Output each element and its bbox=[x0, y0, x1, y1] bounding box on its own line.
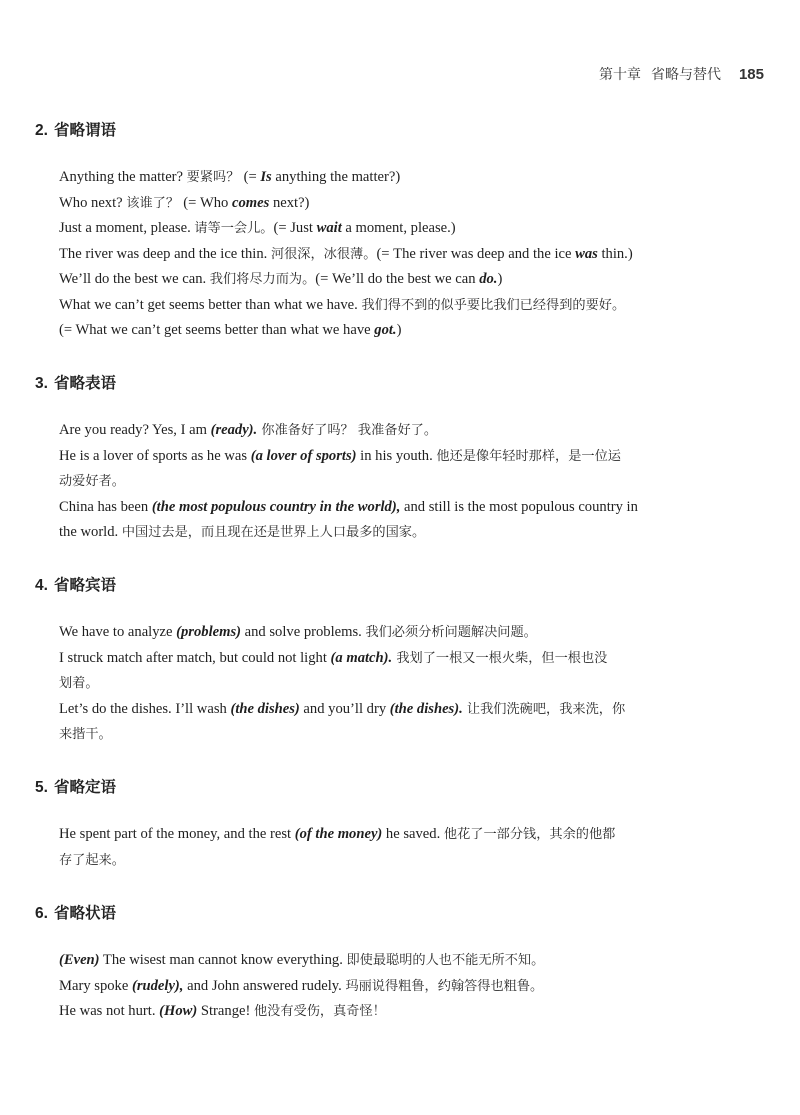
chapter-title: 省略与替代 bbox=[650, 67, 721, 83]
example-line bbox=[59, 293, 729, 319]
english-text: and you’ll dry bbox=[299, 700, 390, 717]
emphasis-text: (the most populous country in the world), bbox=[151, 498, 401, 515]
english-text: (= bbox=[243, 169, 261, 185]
chinese-translation: 你准备好了吗？ 我准备好了。 bbox=[257, 423, 438, 438]
chinese-translation: 玛丽说得粗鲁，约翰答得也粗鲁。 bbox=[345, 978, 544, 994]
emphasis-text: got. bbox=[374, 322, 397, 338]
section-heading bbox=[35, 573, 116, 595]
english-text: He spent part of the money, and the rest bbox=[59, 826, 295, 842]
emphasis-text: comes bbox=[232, 194, 270, 211]
section-number: 6. bbox=[35, 905, 48, 922]
example-line bbox=[59, 267, 729, 293]
example-line bbox=[59, 444, 729, 470]
chinese-translation: 即使最聪明的人也不能无所不知。 bbox=[346, 953, 545, 968]
example-line bbox=[59, 216, 729, 242]
section-heading bbox=[35, 118, 116, 140]
example-list bbox=[59, 165, 729, 344]
example-line bbox=[59, 697, 729, 723]
section-number: 3. bbox=[35, 375, 48, 392]
section-title: 省略谓语 bbox=[53, 121, 116, 139]
section-number: 4. bbox=[35, 577, 48, 594]
english-text: and John answered rudely. bbox=[183, 977, 346, 994]
example-line bbox=[59, 469, 729, 495]
chinese-translation: 划着。 bbox=[59, 676, 99, 691]
english-text: Mary spoke bbox=[59, 977, 132, 994]
english-text: He is a lover of sports as he was bbox=[59, 447, 251, 464]
chinese-translation: 我们必须分析问题解决问题。 bbox=[365, 625, 537, 640]
emphasis-text: (ready). bbox=[210, 422, 258, 438]
english-text: and solve problems. bbox=[241, 624, 366, 640]
english-text: The wisest man cannot know everything. bbox=[99, 952, 347, 968]
example-line bbox=[59, 722, 729, 748]
english-text: The river was deep and the ice thin. bbox=[59, 245, 271, 262]
page-number: 185 bbox=[738, 66, 764, 83]
example-line bbox=[59, 822, 729, 848]
emphasis-text: (a lover of sports) bbox=[250, 447, 357, 464]
chinese-translation: 他还是像年轻时那样，是一位运 bbox=[436, 448, 621, 464]
english-text: (= Just bbox=[273, 220, 317, 236]
english-text: ) bbox=[396, 322, 402, 338]
example-line bbox=[59, 974, 729, 1000]
english-text: (= We’ll do the best we can bbox=[315, 271, 480, 287]
example-line bbox=[59, 495, 729, 521]
example-line bbox=[59, 671, 729, 697]
chinese-translation: 我划了一根又一根火柴，但一根也没 bbox=[392, 650, 608, 666]
english-text: he saved. bbox=[382, 826, 444, 842]
english-text: thin.) bbox=[597, 245, 633, 262]
english-text: We have to analyze bbox=[59, 624, 177, 640]
example-line bbox=[59, 646, 729, 672]
english-text: ) bbox=[497, 271, 503, 287]
english-text: Anything the matter? bbox=[59, 169, 187, 185]
chinese-translation: 他没有受伤，真奇怪！ bbox=[253, 1004, 386, 1019]
chinese-translation: 我们得不到的似乎要比我们已经得到的要好。 bbox=[361, 297, 626, 313]
english-text: Who next? bbox=[59, 194, 127, 211]
example-line bbox=[59, 520, 729, 546]
chinese-translation: 该谁了？ bbox=[126, 195, 184, 211]
english-text: I struck match after match, but could not light bbox=[59, 649, 331, 666]
english-text: Are you ready? Yes, I am bbox=[59, 422, 211, 438]
english-text: and still is the most populous country in bbox=[400, 498, 638, 515]
english-text: He was not hurt. bbox=[59, 1003, 160, 1019]
chinese-translation: 我们将尽力而为。 bbox=[209, 272, 316, 287]
section-title: 省略宾语 bbox=[53, 576, 116, 594]
emphasis-text: Is bbox=[260, 169, 272, 185]
english-text: Just a moment, please. bbox=[59, 220, 195, 236]
section-number: 5. bbox=[35, 779, 48, 796]
section-title: 省略定语 bbox=[53, 778, 116, 796]
chinese-translation: 请等一会儿。 bbox=[194, 221, 274, 236]
example-list bbox=[59, 822, 729, 873]
chinese-translation: 要紧吗？ bbox=[186, 170, 244, 185]
chinese-translation: 来揩干。 bbox=[59, 727, 112, 742]
english-text: We’ll do the best we can. bbox=[59, 271, 210, 287]
emphasis-text: (of the money) bbox=[294, 826, 383, 842]
english-text: Strange! bbox=[197, 1003, 254, 1019]
example-line bbox=[59, 318, 729, 344]
example-line bbox=[59, 191, 729, 217]
emphasis-text: (a match). bbox=[330, 649, 393, 666]
emphasis-text: do. bbox=[479, 271, 498, 287]
chinese-translation: 他花了一部分钱，其余的他都 bbox=[443, 827, 616, 842]
section-heading bbox=[35, 901, 116, 923]
english-text: anything the matter?) bbox=[271, 169, 401, 185]
example-line bbox=[59, 418, 729, 444]
example-line bbox=[59, 165, 729, 191]
emphasis-text: (the dishes). bbox=[389, 700, 463, 717]
english-text: next?) bbox=[269, 194, 310, 211]
chinese-translation: 动爱好者。 bbox=[59, 474, 125, 489]
example-list bbox=[59, 418, 729, 546]
example-line bbox=[59, 620, 729, 646]
english-text: a moment, please.) bbox=[341, 220, 456, 236]
example-list bbox=[59, 948, 729, 1025]
emphasis-text: (the dishes) bbox=[230, 700, 300, 717]
section-number: 2. bbox=[35, 122, 48, 139]
example-line bbox=[59, 242, 729, 268]
section-heading bbox=[35, 775, 116, 797]
emphasis-text: was bbox=[575, 245, 598, 262]
chinese-translation: 让我们洗碗吧，我来洗，你 bbox=[462, 701, 626, 717]
emphasis-text: (rudely), bbox=[131, 977, 184, 994]
example-line bbox=[59, 848, 729, 874]
chapter-label: 第十章 bbox=[598, 67, 641, 83]
example-list bbox=[59, 620, 729, 748]
english-text: (= Who bbox=[183, 194, 232, 211]
example-line bbox=[59, 999, 729, 1025]
example-line bbox=[59, 948, 729, 974]
emphasis-text: (How) bbox=[159, 1003, 198, 1019]
english-text: What we can’t get seems better than what we have. bbox=[59, 296, 362, 313]
english-text: China has been bbox=[59, 498, 152, 515]
emphasis-text: (problems) bbox=[176, 624, 241, 640]
english-text: in his youth. bbox=[356, 447, 437, 464]
emphasis-text: (Even) bbox=[59, 952, 100, 968]
section-heading bbox=[35, 371, 116, 393]
section-title: 省略表语 bbox=[53, 374, 116, 392]
english-text: the world. bbox=[59, 524, 122, 540]
english-text: (= The river was deep and the ice bbox=[376, 245, 576, 262]
english-text: (= What we can’t get seems better than what we have bbox=[59, 322, 375, 338]
english-text: Let’s do the dishes. I’ll wash bbox=[59, 700, 231, 717]
running-header bbox=[599, 64, 764, 84]
chinese-translation: 河很深，冰很薄。 bbox=[270, 246, 377, 262]
chinese-translation: 存了起来。 bbox=[59, 852, 125, 868]
emphasis-text: wait bbox=[316, 220, 342, 236]
section-title: 省略状语 bbox=[53, 904, 116, 922]
chinese-translation: 中国过去是，而且现在还是世界上人口最多的国家。 bbox=[121, 525, 426, 540]
